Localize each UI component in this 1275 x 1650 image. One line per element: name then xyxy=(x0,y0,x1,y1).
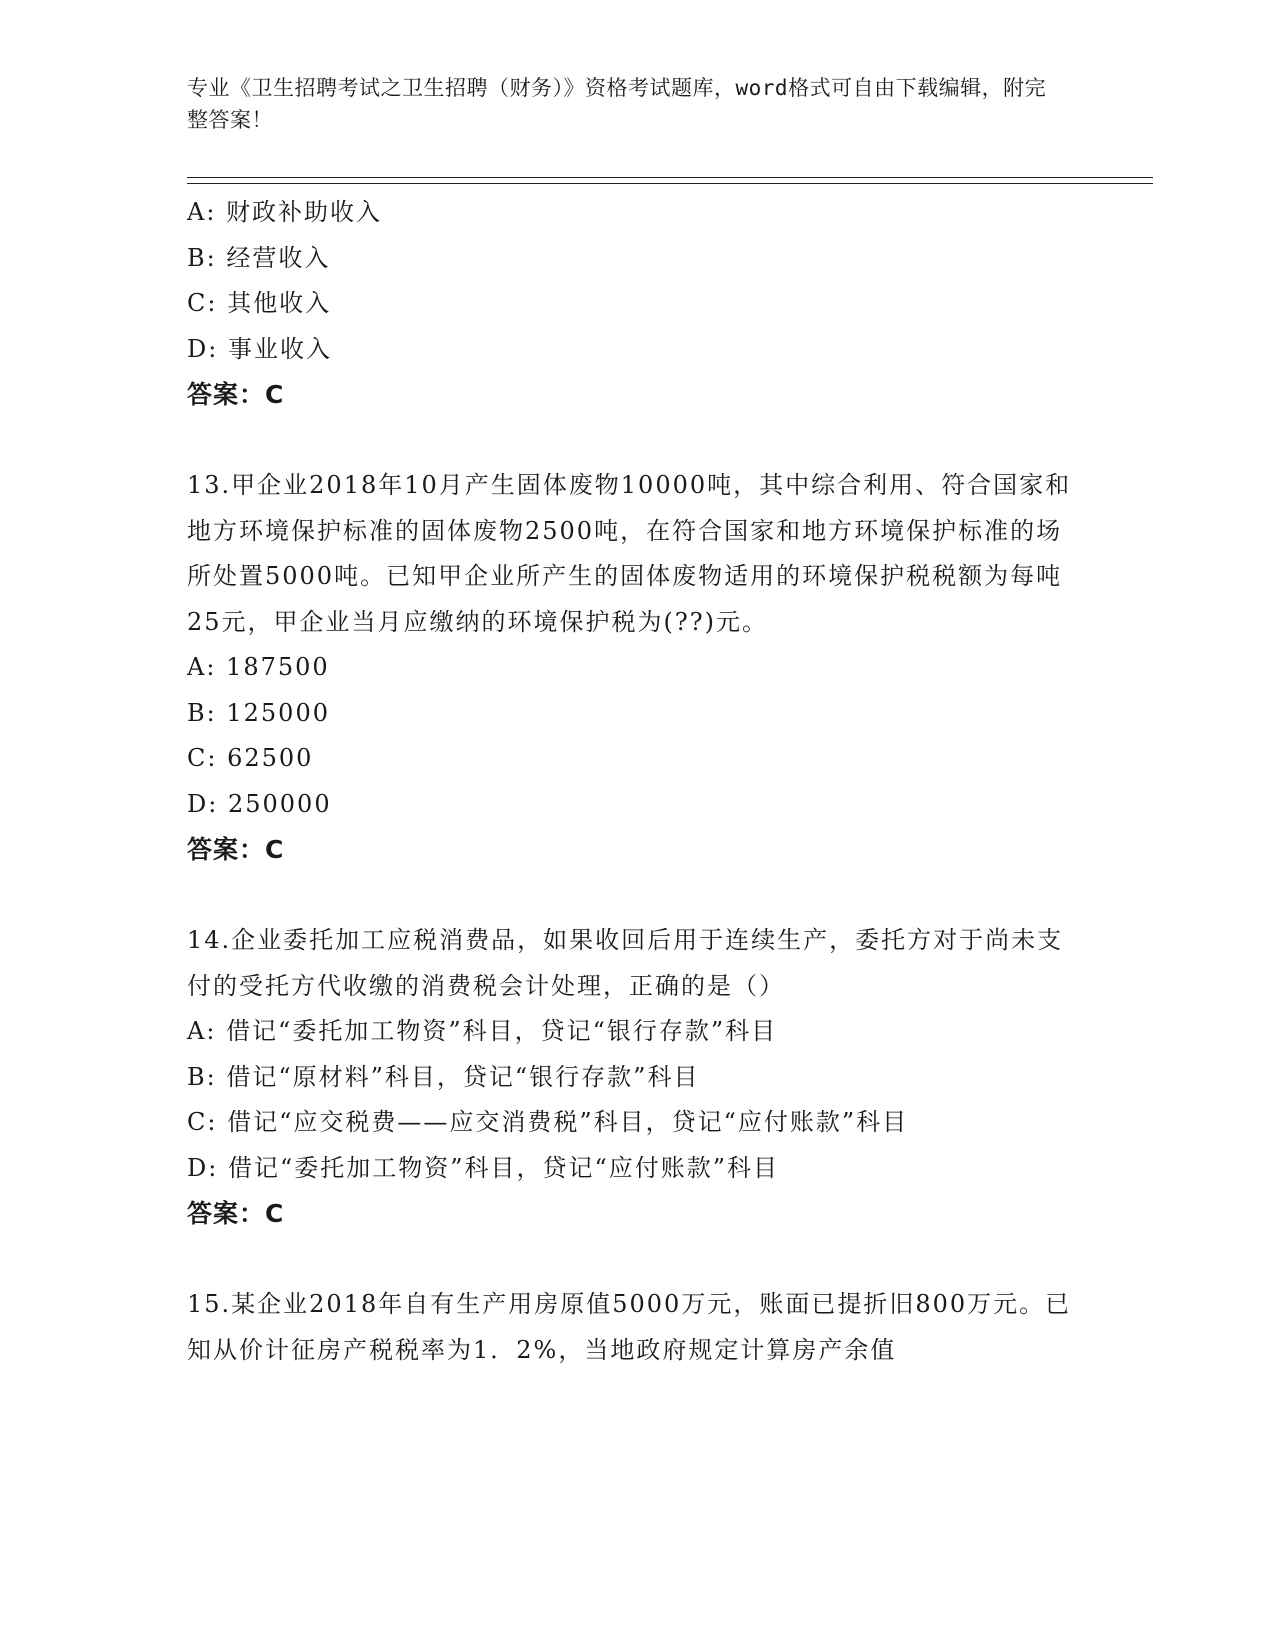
option-a xyxy=(187,645,1087,691)
option-label: D: xyxy=(187,1153,219,1182)
option-c xyxy=(187,736,1087,782)
header-divider-top xyxy=(187,177,1153,178)
question-14-options xyxy=(187,1009,1087,1191)
spacer xyxy=(187,1237,1087,1283)
option-label: D: xyxy=(187,789,219,818)
option-d xyxy=(187,782,1087,828)
option-label: B: xyxy=(187,698,217,727)
option-text: 借记“委托加工物资”科目，贷记“银行存款”科目 xyxy=(226,1017,778,1045)
option-text: 250000 xyxy=(227,789,332,818)
option-label: D: xyxy=(187,334,219,363)
spacer xyxy=(187,873,1087,919)
option-text: 125000 xyxy=(226,698,330,727)
question-12-options xyxy=(187,190,1087,372)
option-text: 借记“应交税费——应交消费税”科目，贷记“应付账款”科目 xyxy=(227,1108,909,1136)
spacer xyxy=(187,418,1087,464)
option-a xyxy=(187,190,1087,236)
question-13-stem: 13.甲企业2018年10月产生固体废物10000吨，其中综合利用、符合国家和地方环境保护标准的固体废物2500吨，在符合国家和地方环境保护标准的场所处置5000吨。已知甲企业所产生的固体废物适用的环境保护税税额为每吨25元，甲企业当月应缴纳的环境保护税为(??)元。 xyxy=(187,471,1072,636)
question-content xyxy=(187,190,1087,1373)
option-label: B: xyxy=(187,1062,217,1091)
option-label: C: xyxy=(187,289,218,317)
option-b xyxy=(187,1055,1087,1101)
option-text: 经营收入 xyxy=(226,243,331,272)
option-b xyxy=(187,691,1087,737)
answer-14: 答案：C xyxy=(187,1199,285,1228)
option-text: 事业收入 xyxy=(227,334,332,363)
option-text: 62500 xyxy=(227,744,314,772)
option-c xyxy=(187,281,1087,327)
question-15-stem: 15.某企业2018年自有生产用房原值5000万元，账面已提折旧800万元。已知从价计征房产税税率为1．2%，当地政府规定计算房产余值 xyxy=(187,1290,1072,1364)
option-a xyxy=(187,1009,1087,1055)
option-text: 其他收入 xyxy=(227,289,332,317)
option-c xyxy=(187,1100,1087,1146)
option-label: C: xyxy=(187,1108,218,1136)
option-d xyxy=(187,327,1087,373)
option-label: A: xyxy=(187,198,217,226)
option-label: A: xyxy=(187,1017,217,1045)
header-divider-bottom xyxy=(187,183,1153,184)
answer-12: 答案：C xyxy=(187,380,285,409)
document-header: 专业《卫生招聘考试之卫生招聘（财务）》资格考试题库，word格式可自由下载编辑，附完整答案！ xyxy=(187,76,1047,132)
question-14-stem: 14.企业委托加工应税消费品，如果收回后用于连续生产，委托方对于尚未支付的受托方代收缴的消费税会计处理，正确的是（） xyxy=(187,926,1064,1000)
option-label: A: xyxy=(187,653,217,681)
option-label: B: xyxy=(187,243,217,272)
question-13-options xyxy=(187,645,1087,827)
option-label: C: xyxy=(187,744,218,772)
option-text: 财政补助收入 xyxy=(226,198,383,226)
option-text: 借记“委托加工物资”科目，贷记“应付账款”科目 xyxy=(227,1153,780,1182)
answer-13: 答案：C xyxy=(187,835,285,864)
option-b xyxy=(187,236,1087,282)
option-d xyxy=(187,1146,1087,1192)
option-text: 187500 xyxy=(226,653,330,681)
option-text: 借记“原材料”科目，贷记“银行存款”科目 xyxy=(226,1062,700,1091)
